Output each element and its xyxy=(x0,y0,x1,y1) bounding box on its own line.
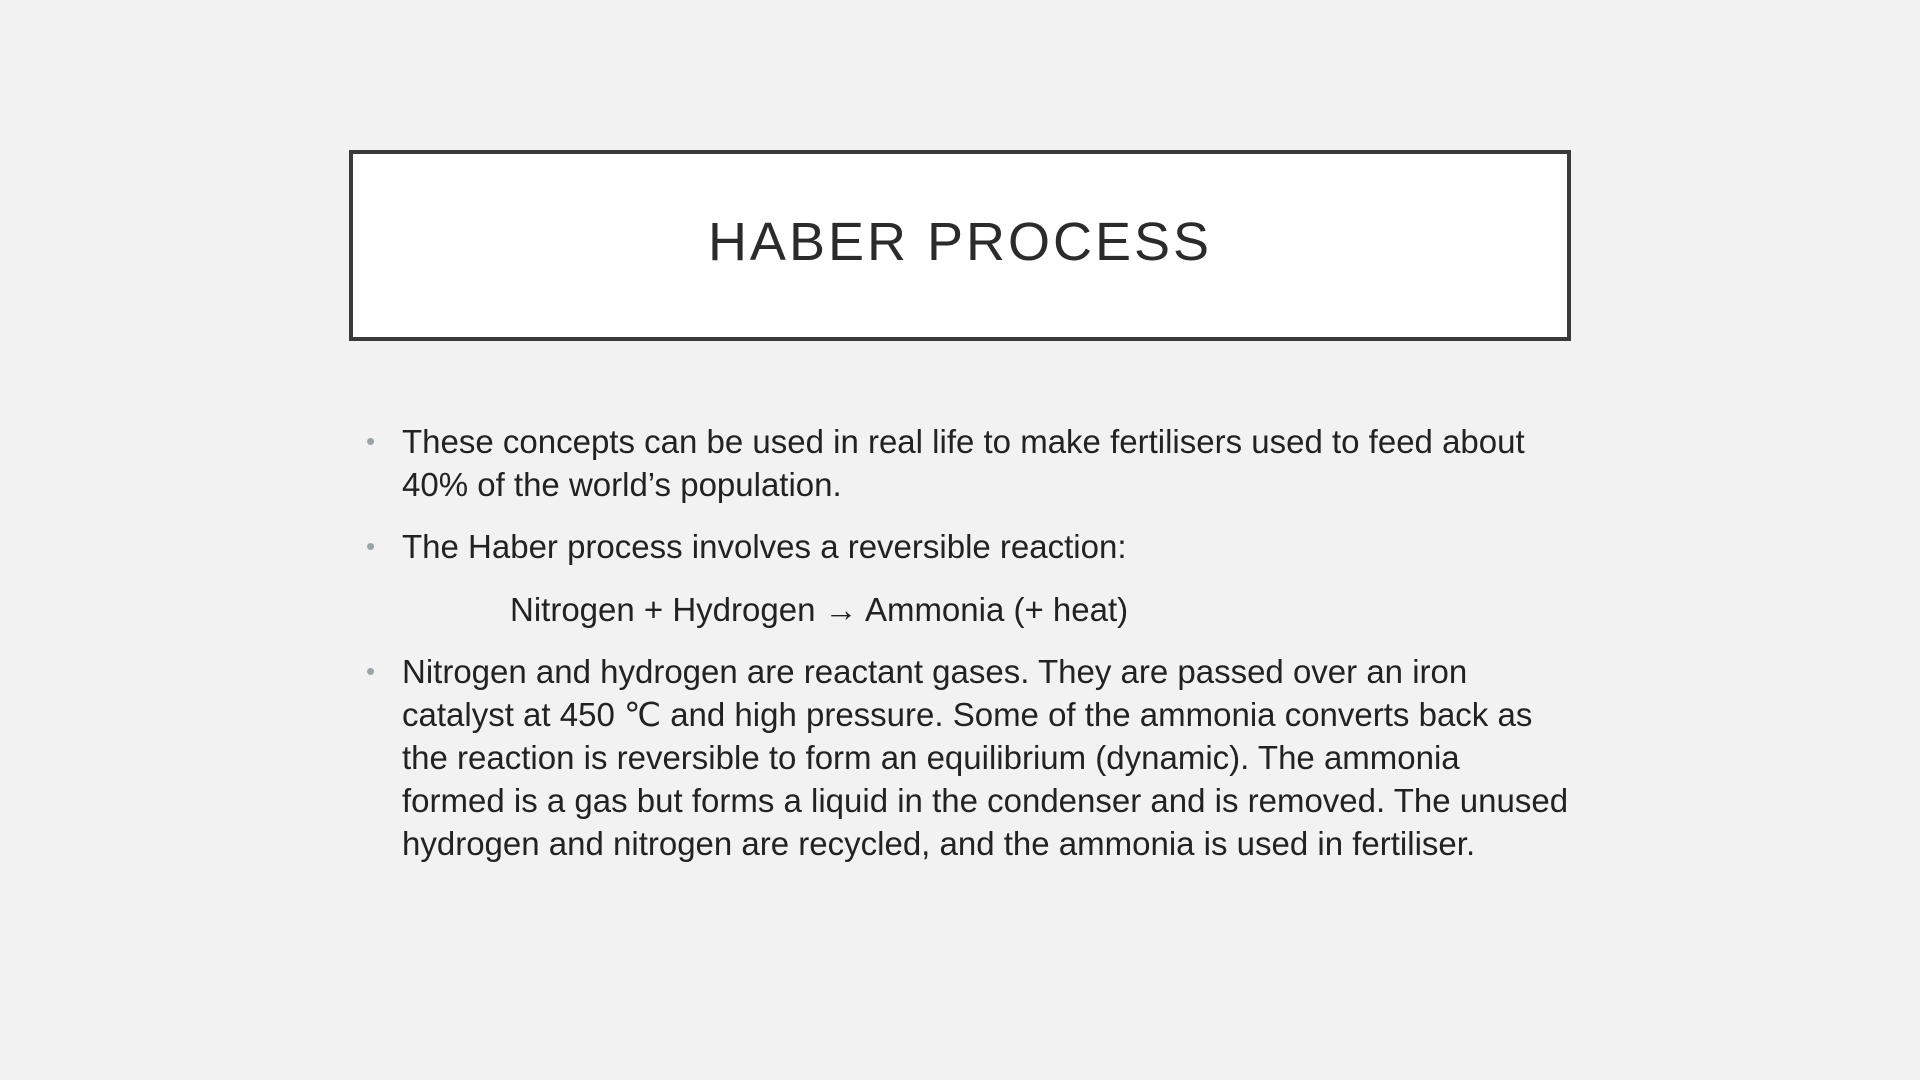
bullet-text-line: the reaction is reversible to form an equilibrium (dynamic). The ammonia xyxy=(402,739,1460,776)
bullet-text-line: formed is a gas but forms a liquid in the condenser and is removed. The unused xyxy=(402,782,1569,819)
bullet-text-line: These concepts can be used in real life to make fertilisers used to feed about xyxy=(402,423,1525,460)
bullet-item xyxy=(360,525,1560,568)
bullet-item xyxy=(360,420,1560,506)
bullet-text-line: catalyst at 450 ℃ and high pressure. Some of the ammonia converts back as xyxy=(402,696,1533,733)
title-box xyxy=(349,150,1571,341)
bullet-text-line: hydrogen and nitrogen are recycled, and the ammonia is used in fertiliser. xyxy=(402,825,1476,862)
bullet-text-line: 40% of the world’s population. xyxy=(402,466,842,503)
bullet-dot-icon: • xyxy=(366,656,376,686)
bullet-text-line: Nitrogen and hydrogen are reactant gases. They are passed over an iron xyxy=(402,653,1468,690)
slide-title: HABER PROCESS xyxy=(707,211,1213,272)
bullet-item xyxy=(360,650,1569,865)
slide-content xyxy=(360,420,1569,865)
bullet-dot-icon: • xyxy=(366,426,376,456)
bullet-dot-icon: • xyxy=(366,531,376,561)
reaction-equation: Nitrogen + Hydrogen → Ammonia (+ heat) xyxy=(510,591,1129,628)
bullet-text-line: The Haber process involves a reversible reaction: xyxy=(402,528,1127,565)
